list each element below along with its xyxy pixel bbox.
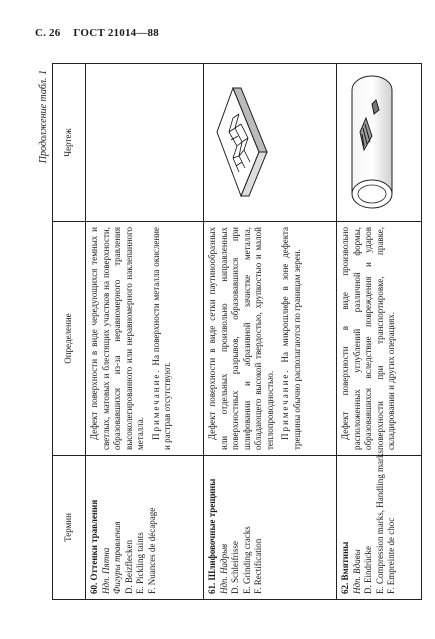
table-row — [337, 64, 422, 600]
term-cell — [204, 456, 337, 600]
drawing-cell — [337, 64, 422, 222]
definition-text: Дефект поверхности в виде сетки паутинообразных или отдельных произвольно направленных поверхностных разрывов, образовавшихся при шлифовании и абразивной зачистке металла, обладающего высокой твердостью, хрупкостью и малой теплопроводностью. — [207, 227, 275, 450]
continuation-label: Продолжение табл. 1 — [38, 70, 49, 164]
drawing-cell — [86, 64, 204, 222]
page-header — [35, 27, 159, 39]
definition-cell — [337, 222, 422, 456]
column-header-term: Термин — [53, 456, 86, 600]
term-line: D. Schleifrisse — [230, 541, 241, 594]
column-header-drawing: Чертеж — [53, 64, 86, 222]
table-row — [86, 64, 204, 600]
note-text: На микрошлифе в зоне дефекта трещины обычно располагаются по границам зерен. — [280, 226, 302, 450]
term-line: E. Pickling taints — [135, 532, 145, 594]
definition-text: Дефект поверхности в виде чередующихся темных и светлых, матовых и блестящих участков на поверхности, образовавшихся из-за неравномерного травления высоколегированного или неравномерного наклепанного металла. — [89, 227, 145, 450]
rotated-table-page — [36, 64, 422, 600]
term-line: Ндп. Вдавы — [351, 549, 362, 594]
term-line: E. Grinding cracks — [241, 526, 252, 594]
term-line: F. Nuances de décapage — [146, 507, 157, 594]
term-cell — [86, 456, 204, 600]
standard-number: ГОСТ 21014—88 — [73, 27, 159, 39]
grinding-cracks-drawing — [211, 83, 273, 203]
note — [151, 227, 174, 450]
term-line: Ндп. Надрыв — [218, 543, 229, 594]
definition-cell — [86, 222, 204, 456]
table-header-row — [53, 64, 86, 600]
term-line: F. Empreinte de choc — [386, 517, 397, 594]
table-row — [204, 64, 337, 600]
term-line: Фигуры травления — [112, 521, 122, 594]
definition-text: Дефект поверхности в виде произвольно расположенных углублений различной формы, образовавшихся вследствие повреждения и ударов поверхности при транспортировке, правке, складировании и других операциях. — [340, 227, 397, 450]
note — [280, 227, 303, 450]
term-line: E. Compression marks, Handling marks — [374, 450, 385, 594]
term-line: D. Eindrücke — [363, 546, 374, 594]
drawing-cell — [204, 64, 337, 222]
terms-table — [52, 63, 422, 600]
note-label: Примечание. — [280, 368, 291, 440]
term-title: 61. Шлифовочные трещины — [207, 478, 218, 594]
note-text: На поверхности металла окисление и растрав отсутствуют. — [150, 227, 172, 450]
term-line: D. Beizflecken — [123, 540, 134, 594]
term-line: F. Rectification — [253, 538, 264, 594]
page-number: С. 26 — [35, 27, 61, 39]
dent-tube-drawing — [344, 73, 398, 213]
term-cell — [337, 450, 422, 600]
note-label: Примечание. — [150, 368, 161, 440]
column-header-definition: Определение — [53, 222, 86, 456]
term-title: 62. Вмятины — [340, 541, 351, 594]
term-line: Ндп. Пятна — [100, 547, 111, 594]
term-title: 60. Оттенки травления — [89, 499, 99, 594]
definition-cell — [204, 222, 337, 456]
